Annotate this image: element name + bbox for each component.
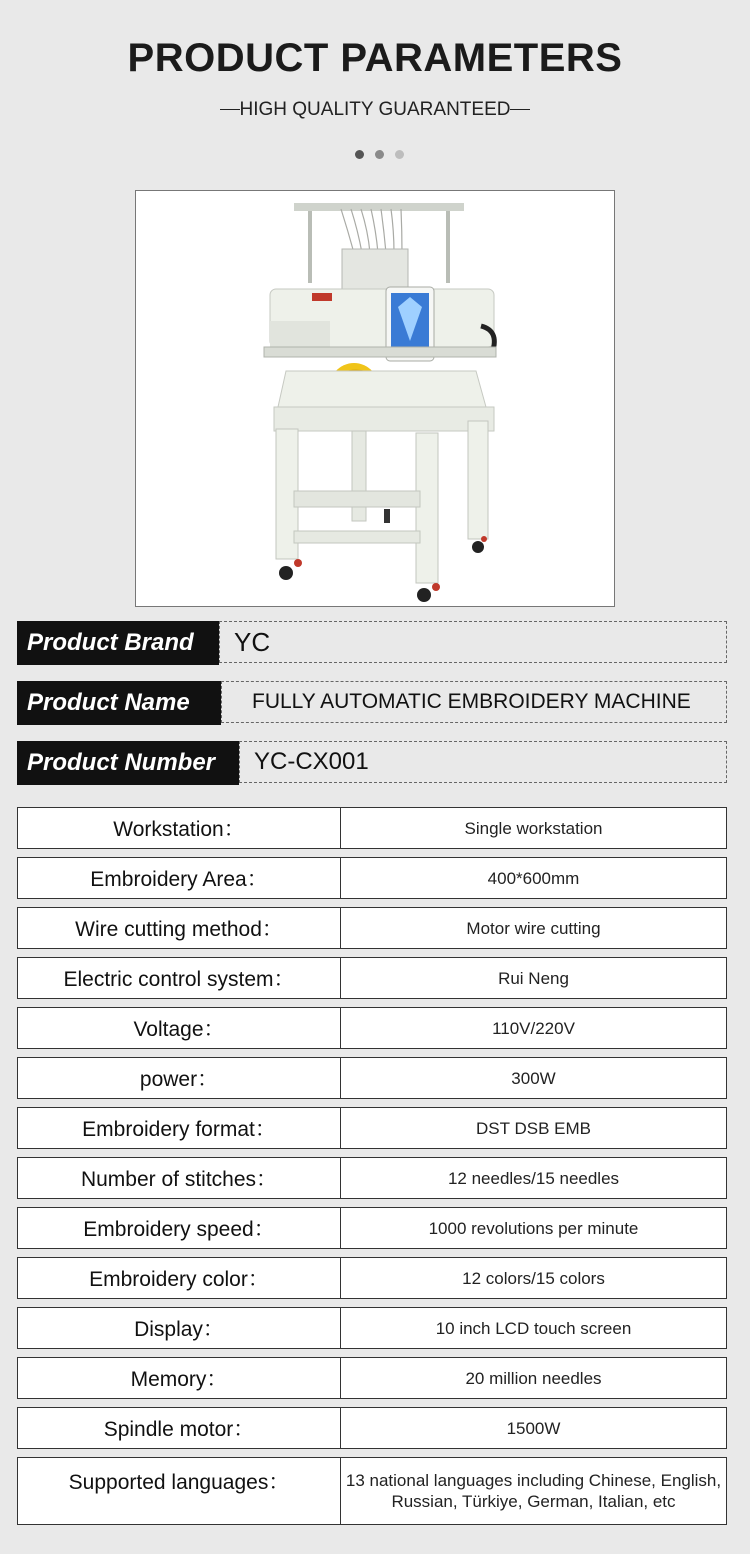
embroidery-machine-illustration [136,191,614,606]
spec-row [17,1007,727,1049]
spec-row [17,1407,727,1449]
spec-value: 110V/220V [341,1007,727,1049]
spec-value: 300W [341,1057,727,1099]
spec-row [17,1257,727,1299]
product-image [135,190,615,607]
spec-row [17,1057,727,1099]
spec-key: Embroidery color： [17,1257,341,1299]
product-brand-label: Product Brand [17,621,219,665]
page-title: PRODUCT PARAMETERS [127,36,623,80]
spec-value: 1500W [341,1407,727,1449]
product-name-label: Product Name [17,681,221,725]
spec-key: Embroidery Area： [17,857,341,899]
dot-1 [355,150,364,159]
spec-key: Supported languages： [17,1457,341,1525]
carousel-dots [355,150,404,159]
spec-table [17,807,727,1533]
spec-value: Single workstation [341,807,727,849]
spec-key: Memory： [17,1357,341,1399]
spec-key: Electric control system： [17,957,341,999]
product-brand-value: YC [219,621,727,663]
spec-row [17,1207,727,1249]
subtitle-dash-right [510,109,530,110]
dot-2 [375,150,384,159]
spec-row [17,907,727,949]
spec-value: Rui Neng [341,957,727,999]
spec-row [17,1457,727,1525]
spec-key: Embroidery speed： [17,1207,341,1249]
product-name-row [17,681,727,725]
spec-value: 1000 revolutions per minute [341,1207,727,1249]
product-brand-row [17,621,727,665]
spec-value: Motor wire cutting [341,907,727,949]
spec-value: 13 national languages including Chinese, English, Russian, Türkiye, German, Italian, etc [341,1457,727,1525]
spec-row [17,1357,727,1399]
spec-key: Voltage： [17,1007,341,1049]
spec-row [17,1157,727,1199]
spec-row [17,857,727,899]
spec-value: 10 inch LCD touch screen [341,1307,727,1349]
spec-row [17,957,727,999]
spec-row [17,807,727,849]
spec-value: 20 million needles [341,1357,727,1399]
dot-3 [395,150,404,159]
product-name-value: FULLY AUTOMATIC EMBROIDERY MACHINE [221,681,727,723]
product-number-row [17,741,727,785]
spec-key: Display： [17,1307,341,1349]
spec-key: Wire cutting method： [17,907,341,949]
product-number-value: YC-CX001 [239,741,727,783]
spec-key: power： [17,1057,341,1099]
spec-key: Embroidery format： [17,1107,341,1149]
spec-row [17,1107,727,1149]
spec-row [17,1307,727,1349]
spec-key: Spindle motor： [17,1407,341,1449]
subtitle-dash-left [220,109,240,110]
spec-key: Number of stitches： [17,1157,341,1199]
page-subtitle [0,99,750,121]
spec-value: 12 colors/15 colors [341,1257,727,1299]
spec-value: 400*600mm [341,857,727,899]
subtitle-text: HIGH QUALITY GUARANTEED [239,99,511,120]
spec-key: Workstation： [17,807,341,849]
spec-value: 12 needles/15 needles [341,1157,727,1199]
spec-value: DST DSB EMB [341,1107,727,1149]
product-number-label: Product Number [17,741,239,785]
